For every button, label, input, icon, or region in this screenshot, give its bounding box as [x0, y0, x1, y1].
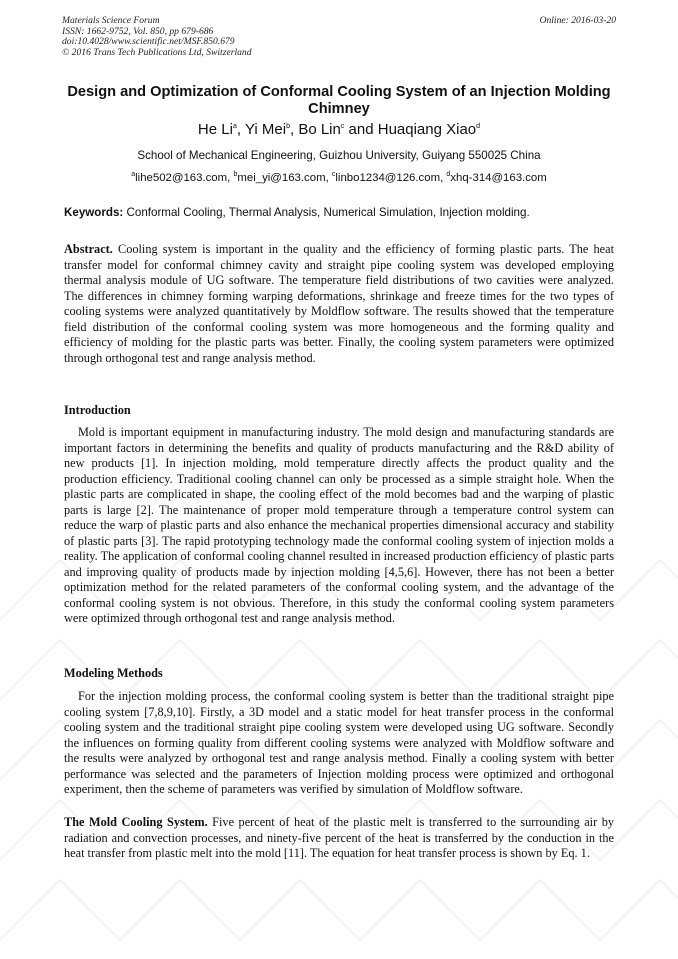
email-link[interactable]: mei_yi@163.com	[237, 172, 326, 184]
author-separator: ,	[236, 121, 245, 138]
online-date: Online: 2016-03-20	[539, 15, 616, 26]
author: Huaqiang Xiao	[377, 121, 477, 138]
mold-cooling-label: The Mold Cooling System.	[64, 815, 208, 829]
author: Yi Mei	[244, 121, 287, 138]
introduction-heading: Introduction	[64, 403, 131, 417]
copyright-line: © 2016 Trans Tech Publications Ltd, Switzerland	[62, 46, 252, 58]
author: He Li	[197, 121, 233, 138]
issn-line: ISSN: 1662-9752, Vol. 850, pp 679-686	[62, 25, 214, 37]
email-link[interactable]: linbo1234@126.com	[335, 172, 441, 184]
journal-header	[62, 16, 252, 58]
keywords-label: Keywords:	[64, 206, 124, 219]
abstract-text: Cooling system is important in the quality and the efficiency of forming plastic parts. The heat transfer model for conformal chimney cavity and straight pipe cooling system was developed employing thermal analysis module of UG software. The temperature field distributions of two cavities were analyzed. The differences in chimney forming warping deformations, shrinkage and freeze times for the two types of cooling systems were analyzed quantitatively by Moldflow software. The results showed that the temperature field distribution of the conformal cooling system was more homogeneous and the forming quality and efficiency of molding for the plastic parts was better. Finally, the cooling system parameters were optimized through orthogonal test and range analysis method.	[64, 242, 614, 365]
introduction-text: Mold is important equipment in manufacturing industry. The mold design and manufacturing standards are important factors in determining the benefits and quality of products manufacturing and the R&D ability of new products [1]. In injection molding, mold temperature directly affects the product quality and the production efficiency. Traditional cooling channel can only be processed as a simple straight hole. When the plastic parts are complicated in shape, the cooling effect of the mold becomes bad and the warping of plastic parts is large [2]. The maintenance of proper mold temperature through a temperature control system can reduce the warp of plastic parts and also enhance the mechanical properties dimensional accuracy and stability of plastic parts [3]. The rapid prototyping technology made the conformal cooling system of injection molds a reality. The application of conformal cooling channel resulted in increased production efficiency of plastic parts and improving quality of products made by injection molding [4,5,6]. However, there has not been a better optimization method for the related parameters of the conformal cooling system, and the advantage of the conformal cooling system is not obvious. Therefore, in this study the conformal cooling system parameters were optimized through orthogonal test and range analysis method.	[64, 425, 614, 625]
email-link[interactable]: xhq-314@163.com	[450, 172, 547, 184]
author-separator: and	[344, 121, 378, 138]
email-mark: b	[233, 171, 238, 179]
keywords	[64, 206, 616, 220]
mold-cooling-text: Five percent of heat of the plastic melt is transferred to the surrounding air by radiation and convection processes, and ninety-five percent of the heat is transferred by the conduction in the heat transfer from plastic melt into the mold [11]. The equation for heat transfer process is shown by Eq. 1.	[64, 815, 614, 860]
email-mark: a	[131, 171, 136, 179]
mold-cooling-paragraph	[64, 815, 614, 862]
author-mark: d	[476, 123, 481, 130]
email-mark: d	[446, 171, 451, 179]
doi-line: doi:10.4028/www.scientific.net/MSF.850.679	[62, 36, 235, 48]
email-list	[62, 171, 616, 185]
affiliation: School of Mechanical Engineering, Guizhou University, Guiyang 550025 China	[137, 149, 541, 162]
author-mark: b	[286, 123, 290, 130]
email-separator: ,	[440, 172, 447, 184]
abstract	[64, 242, 614, 366]
author-mark: a	[232, 123, 237, 130]
modeling-heading: Modeling Methods	[64, 666, 163, 680]
email-separator: ,	[325, 172, 332, 184]
email-link[interactable]: lihe502@163.com	[135, 172, 228, 184]
journal-name: Materials Science Forum	[62, 15, 160, 26]
author: Bo Lin	[298, 121, 341, 138]
keywords-text: Conformal Cooling, Thermal Analysis, Numerical Simulation, Injection molding.	[123, 206, 530, 219]
paper-title: Design and Optimization of Conformal Cooling System of an Injection Molding Chimney	[67, 84, 611, 117]
author-list	[62, 121, 616, 139]
author-separator: ,	[289, 121, 299, 138]
email-mark: c	[331, 171, 336, 179]
email-separator: ,	[227, 172, 234, 184]
author-mark: c	[340, 123, 345, 130]
modeling-text: For the injection molding process, the conformal cooling system is better than the traditional straight pipe cooling system [7,8,9,10]. Firstly, a 3D model and a static model for heat transfer process in the conformal cooling system and the traditional straight pipe cooling system were developed using UG software. Secondly the influences on forming quality from different cooling systems were analyzed with Moldflow software and the results were analyzed by orthogonal test and range analysis method. Finally a cooling system with better performance was selected and the parameters of Injection molding process were optimized and orthogonal experiment, then the scheme of parameters was verified by simulation of Moldflow software.	[64, 689, 614, 796]
abstract-label: Abstract.	[64, 242, 113, 256]
